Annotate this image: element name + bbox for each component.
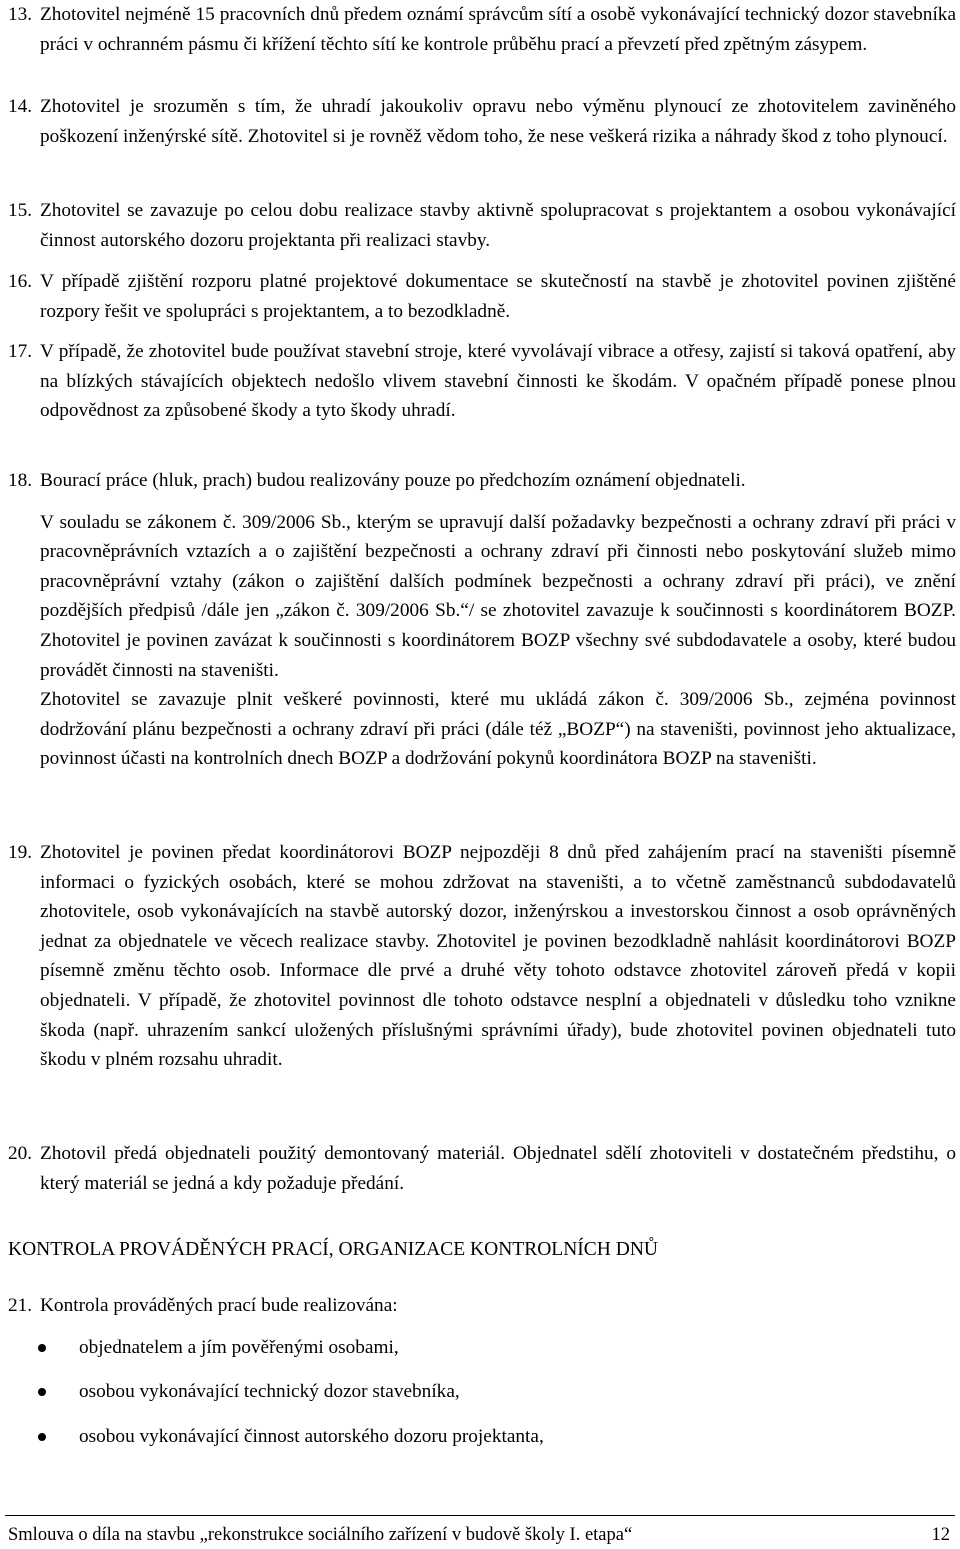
clause-16 bbox=[0, 267, 956, 326]
list-item-text: objednatelem a jím pověřenými osobami, bbox=[79, 1337, 399, 1358]
page-number: 12 bbox=[931, 1525, 950, 1545]
list-item-text: osobou vykonávající činnost autorského dozoru projektanta, bbox=[79, 1426, 544, 1447]
clause-18 bbox=[0, 466, 956, 774]
clause-13 bbox=[0, 0, 956, 59]
clause-number: 14. bbox=[8, 96, 33, 117]
footer-divider bbox=[5, 1515, 955, 1516]
clause-20 bbox=[0, 1139, 956, 1198]
clause-number: 13. bbox=[8, 4, 33, 25]
clause-text: V případě, že zhotovitel bude používat stavební stroje, které vyvolávají vibrace a otřesy, zajistí si taková opatření, aby na blízkých stávajících objektech nedošlo vlivem stavební činnosti ke škodám. V opačném případě ponese plnou odpovědnost za způsobené škody a tyto škody uhradí. bbox=[40, 341, 956, 422]
clause-21 bbox=[0, 1292, 956, 1320]
section-heading: KONTROLA PROVÁDĚNÝCH PRACÍ, ORGANIZACE KONTROLNÍCH DNŮ bbox=[8, 1239, 659, 1260]
bullet-icon bbox=[38, 1433, 46, 1441]
list-item-text: osobou vykonávající technický dozor stavebníka, bbox=[79, 1381, 460, 1402]
clause-number: 21. bbox=[8, 1295, 33, 1316]
clause-text: Zhotovitel je povinen předat koordinátorovi BOZP nejpozději 8 dnů před zahájením prací na staveništi písemně informaci o fyzických osobách, které se mohou zdržovat na staveništi, a to včetně zaměstnanců subdodavatelů zhotovitele, osob vykonávajících na stavbě autorský dozor, inženýrskou a investorskou činnost a osob oprávněných jednat za objednatele ve věcech realizace stavby. Zhotovitel je povinen bezodkladně nahlásit koordinátorovi BOZP písemně změnu těchto osob. Informace dle prvé a druhé věty tohoto odstavce zhotovitel zároveň předá v kopii objednateli. V případě, že zhotovitel povinnost dle tohoto odstavce nesplní a objednateli v důsledku toho vznikne škoda (např. uhrazením sankcí uložených příslušnými správními úřady), bude zhotovitel povinen objednateli tuto škodu v plném rozsahu uhradit. bbox=[40, 842, 956, 1071]
bullet-icon bbox=[38, 1388, 46, 1396]
bullet-icon bbox=[38, 1344, 46, 1352]
clause-text: Zhotovitel se zavazuje plnit veškeré povinnosti, které mu ukládá zákon č. 309/2006 Sb., zejména povinnost dodržování plánu bezpečnosti a ochrany zdraví při práci (dále též „BOZP“) na staveništi, povinnost jeho aktualizace, povinnost účasti na kontrolních dnech BOZP a dodržování pokynů koordinátora BOZP na staveništi. bbox=[40, 689, 956, 770]
clause-number: 16. bbox=[8, 271, 33, 292]
clause-text: V případě zjištění rozporu platné projektové dokumentace se skutečností na stavbě je zhotovitel povinen zjištěné rozpory řešit ve spolupráci s projektantem, a to bezodkladně. bbox=[40, 271, 956, 322]
footer-text: Smlouva o díla na stavbu „rekonstrukce sociálního zařízení v budově školy I. etapa“ bbox=[8, 1525, 633, 1545]
clause-number: 19. bbox=[8, 842, 33, 863]
clause-number: 17. bbox=[8, 341, 33, 362]
clause-19 bbox=[0, 838, 956, 1075]
clause-text: Bourací práce (hluk, prach) budou realizovány pouze po předchozím oznámení objednateli. bbox=[40, 470, 746, 491]
clause-15 bbox=[0, 196, 956, 255]
clause-text: Zhotovil předá objednateli použitý demontovaný materiál. Objednatel sdělí zhotoviteli v dostatečném předstihu, o který materiál se jedná a kdy požaduje předání. bbox=[40, 1143, 956, 1194]
clause-text: V souladu se zákonem č. 309/2006 Sb., kterým se upravují další požadavky bezpečnosti a ochrany zdraví při práci v pracovněprávních vztazích a o zajištění bezpečnosti a ochrany zdraví při činnosti nebo poskytování služeb mimo pracovněprávní vztahy (zákon o zajištění dalších podmínek bezpečnosti a ochrany zdraví při práci), ve znění pozdějších předpisů /dále jen „zákon č. 309/2006 Sb.“/ se zhotovitel zavazuje k součinnosti s koordinátorem BOZP. Zhotovitel je povinen zavázat k součinnosti s koordinátorem BOZP všechny své subdodavatele a osoby, které budou provádět činnosti na staveništi. bbox=[40, 511, 956, 681]
clause-number: 15. bbox=[8, 200, 33, 221]
clause-number: 18. bbox=[8, 470, 33, 491]
clause-14 bbox=[0, 92, 956, 151]
clause-text: Zhotovitel se zavazuje po celou dobu realizace stavby aktivně spolupracovat s projektantem a osobou vykonávající činnost autorského dozoru projektanta při realizaci stavby. bbox=[40, 200, 956, 251]
clause-17 bbox=[0, 337, 956, 426]
clause-text: Zhotovitel nejméně 15 pracovních dnů předem oznámí správcům sítí a osobě vykonávající technický dozor stavebníka práci v ochranném pásmu či křížení těchto sítí ke kontrole průběhu prací a převzetí před zpětným zásypem. bbox=[40, 4, 956, 55]
clause-text: Kontrola prováděných prací bude realizována: bbox=[40, 1295, 398, 1316]
clause-text: Zhotovitel je srozuměn s tím, že uhradí jakoukoliv opravu nebo výměnu plynoucí ze zhotovitelem zaviněného poškození inženýrské sítě. Zhotovitel si je rovněž vědom toho, že nese veškerá rizika a náhrady škod z toho plynoucí. bbox=[40, 96, 956, 147]
clause-number: 20. bbox=[8, 1143, 33, 1164]
